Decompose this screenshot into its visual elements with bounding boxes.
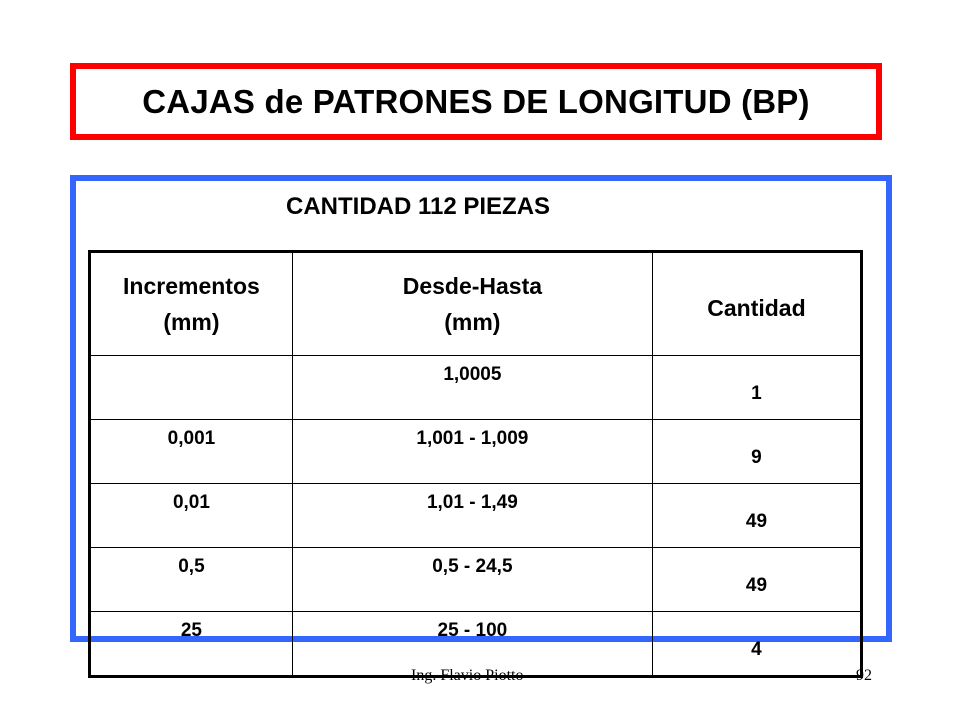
- cell-incremento: 0,01: [90, 484, 293, 548]
- header-cantidad: [652, 252, 861, 356]
- cell-incremento: 25: [90, 612, 293, 677]
- table-header-row: [90, 252, 862, 356]
- footer-author: Ing. Flavio Piotto: [411, 667, 524, 684]
- cell-cantidad: 9: [652, 420, 861, 484]
- cell-incremento: [90, 356, 293, 420]
- title-box: [70, 63, 882, 140]
- header-desde-line1: Desde-Hasta: [402, 273, 543, 299]
- table-row: [90, 484, 862, 548]
- header-incrementos: [90, 252, 293, 356]
- header-incrementos-line1: Incrementos: [123, 273, 260, 299]
- header-incrementos-line2: (mm): [163, 309, 220, 335]
- cell-rango: 0,5 - 24,5: [292, 548, 652, 612]
- cell-cantidad: 4: [652, 612, 861, 677]
- cell-cantidad: 49: [652, 548, 861, 612]
- cell-incremento: 0,5: [90, 548, 293, 612]
- gauge-blocks-table: [88, 250, 863, 678]
- cell-incremento: 0,001: [90, 420, 293, 484]
- header-desde-line2: (mm): [444, 309, 501, 335]
- cell-rango: 25 - 100: [292, 612, 652, 677]
- cell-cantidad: 49: [652, 484, 861, 548]
- table-row: [90, 548, 862, 612]
- cell-rango: 1,01 - 1,49: [292, 484, 652, 548]
- cell-rango: 1,001 - 1,009: [292, 420, 652, 484]
- footer-page-number: 92: [856, 667, 872, 684]
- table-row: [90, 356, 862, 420]
- table-row: [90, 420, 862, 484]
- slide-title: CAJAS de PATRONES DE LONGITUD (BP): [142, 82, 810, 120]
- header-desde-hasta: [292, 252, 652, 356]
- subtitle: CANTIDAD 112 PIEZAS: [286, 193, 551, 220]
- header-cantidad-label: Cantidad: [707, 295, 806, 321]
- cell-cantidad: 1: [652, 356, 861, 420]
- cell-rango: 1,0005: [292, 356, 652, 420]
